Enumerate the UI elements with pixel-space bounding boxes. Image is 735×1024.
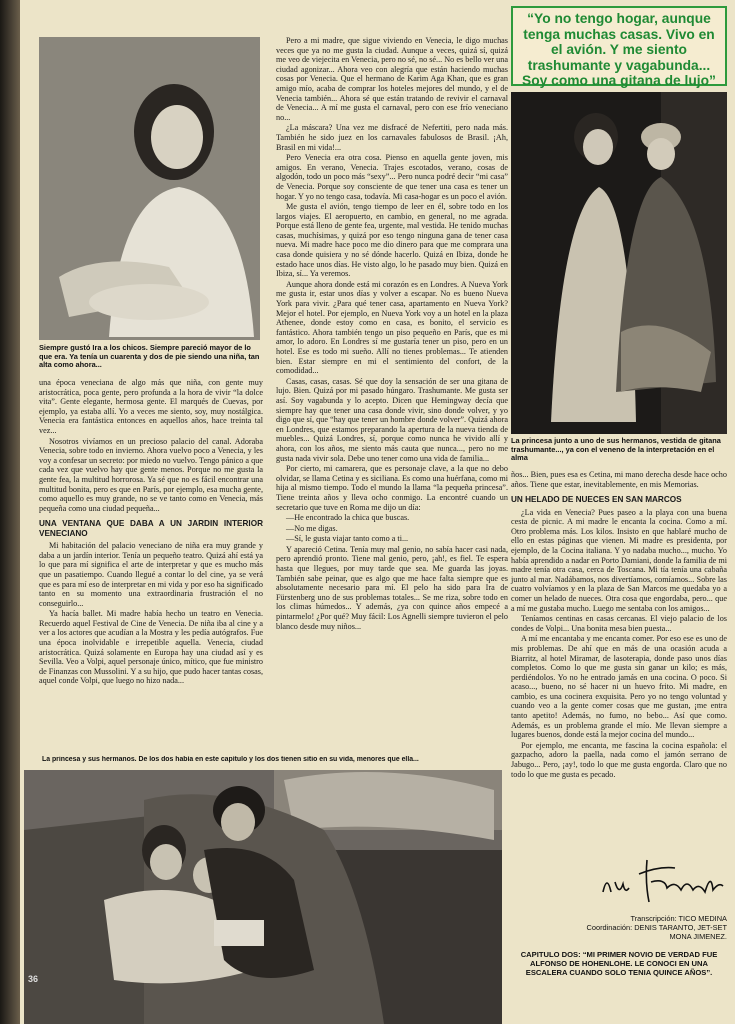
caption-girl: Siempre gustó Ira a los chicos. Siempre pareció mayor de lo que era. Ya tenía un cuarenta y dos de pie siendo una niña, tan alta como ahora... bbox=[39, 343, 260, 370]
col3-paragraph: ¿La vida en Venecia? Pues paseo a la playa con una buena cesta de picnic. A mi madre le encanta la cocina. Como a mí. Otro problema más. Los kilos. Insisto en que hablaré mucho de ello en estas páginas que vienen. Mi madre es presidenta, por ejemplo, de la Cocina italiana. Y yo nadaba mucho..., mucho. Yo había aprendido a nadar en Porto Damiani, donde la familia de mi madre tenía otra casa, cerca de Toscana. Mi tía tenía una cabaña junto al mar. Nadábamos, nos divertíamos, comíamos... Sobre las cuatro volvíamos y en la plaza de San Marcos me quedaba yo a comer un helado de nueces. Otra cosa que engordaba, pero... que a mí me gustaba mucho. Luego me sentaba con los amigos... bbox=[511, 507, 727, 613]
col1-subhead: UNA VENTANA QUE DABA A UN JARDIN INTERIOR VENECIANO bbox=[39, 519, 263, 538]
photo-family-couch bbox=[24, 770, 502, 1024]
credit-coordination: Coordinación: DENIS TARANTO, JET-SET bbox=[586, 923, 727, 932]
credits bbox=[511, 914, 727, 941]
col3-paragraph: Por ejemplo, me encanta, me fascina la cocina española: el gazpacho, adoro la paella, nada como el jamón serrano de Jabugo... Pero, ¡ay!, todo lo que me gusta engorda. Claro que no todo lo que me gusta es pecado. bbox=[511, 740, 727, 779]
credit-coordination-2: MONA JIMENEZ. bbox=[669, 932, 727, 941]
col1-intro: una época veneciana de algo más que niña, con gente muy aristocrática, poca gente, pero profunda a la hora de vivir “la dolce vita”. Gente elegante, hermosa gente. El marqués de Cuevas, por ejemplo, ya estaba allí. Yo a veces me siento, soy, muy nostálgica. Venecia era fantástica entonces en aquellos años, hace treinta tal vez... bbox=[39, 378, 263, 435]
magazine-spine bbox=[0, 0, 20, 1024]
caption-siblings: La princesa junto a uno de sus hermanos, vestida de gitana trashumante..., ya con el veneno de la interpretación en el alma bbox=[511, 436, 721, 463]
col2-paragraph: Aunque ahora donde está mi corazón es en Londres. A Nueva York me gusta ir, estar unos días y volver a escapar. No es bueno Nueva York para vivir. ¿Para qué tener casa, apartamento en Nueva York? Mejor el hotel. Por ejemplo, en Nueva York voy a un hotel en la plaza Athenee, donde estoy como en casa, es bonito, el servicio es fantástico. Ahora también tengo un piso pequeño en París, que es mi amor, lo adoro. En Londres sí me gustaría tener un piso, pero en un hotel. Ese es todo mi sueño. Allí no tienes problemas... Te atienden bien. Estar siempre en mi el sentimiento del confort, de la comodidad... bbox=[276, 279, 508, 376]
col1-paragraph: Nosotros vivíamos en un precioso palacio del canal. Adoraba Venecia, sobre todo en invierno. Ahora vuelvo poco a Venecia, y les voy a confesar un secreto: por miedo no vuelvo. Tengo pánico a que cada vez que vuelvo hay que gente menos. Porque no me gusta la gente fea, la multitud horrorosa. Ya sé que no es fácil encontrar una multitud bonita, pero es que en París, por ejemplo, esa mucha gente, como aquello es muy grande, no se ve tanto como en Venecia, más pequeña como una ciudad pequeña... bbox=[39, 436, 263, 513]
credit-transcription: Transcripción: TICO MEDINA bbox=[630, 914, 727, 923]
col2-paragraph: Y apareció Cetina. Tenía muy mal genio, no sabía hacer casi nada, pero aprendió pronto. Tiene mal genio, pero, ¡ah!, es fiel. Te espera hasta que llegues, por muy tarde que sea. Me guarda las joyas. También sabe peinar, que es algo que me hace falta siempre que es absolutamente necesario para mí. El pelo ha sido para Ira de Fürstenberg uno de sus problemas totales... Se me riza, sobre todo en los climas húmedos... Y además, ¿ya con quince años empecé a pintarmelo! ¿Por qué? Muy fácil: Los Agnelli siempre tuvieron el pelo blanco desde muy niños... bbox=[276, 544, 508, 631]
col2-paragraph: ¿La máscara? Una vez me disfracé de Nefertiti, pero nada más. También he sido juez en los carnavales fabulosos de Brasil. ¡Ah, Brasil en mi vida!... bbox=[276, 123, 508, 152]
col2-paragraph: Me gusta el avión, tengo tiempo de leer en él, sobre todo en los largos viajes. El aeropuerto, en cambio, en general, no me agrada. Porque está lleno de gente fea, urgente, mal vestida. He tenido muchas casas, muchísimas, y quizá por eso tengo ninguna gana de tener casa nueva. Mi madre hace poco me dio dinero para que me comprara una casa donde quisiera y no sé dónde hacerlo. Quizá en Ibiza, donde he estado hace unos días. He visto algo, lo he pasado muy bien. Quizá en Ibiza, sí... Ya veremos. bbox=[276, 202, 508, 279]
col3-paragraph: A mí me encantaba y me encanta comer. Por eso ese es uno de mis problemas. De ahí que en más de una ocasión acuda a Biarritz, al hotel Miramar, de lasoterapia, donde paso unos días completos. Como lo que me gusta sin ganar un kilo; es más, perdiéndolos. Yo no he entrado jamás en una cocina. O poco. Si acaso..., bueno, no sé hacer ni un huevo frito. Mi madre, en cambio, es una cocinera exquisita. Pero yo no tengo voluntad y cuando veo a la gente comer cosas que me gustan, ¡me entra tanto apetito! Además, no fumo, no bebo... Así que como. Además, es un problema grande el mío. Me llevan siempre a lugares buenos, donde está la mejor cocina del mundo... bbox=[511, 634, 727, 740]
col1-paragraph: Mi habitación del palacio veneciano de niña era muy grande y daba a un jardín interior. Tenía un pequeño teatro. Quizá ahí está ya lo que para mí significa el arte de interpretar y que es mucho más que un pasatiempo. Cuando llegué a contar lo del cine, ya se verá que es para mí eso de interpretar en mi vida y por eso ha significado tanto en su momento una extraordinaria frustración el no conseguirlo... bbox=[39, 541, 263, 608]
col2-paragraph: Casas, casas, casas. Sé que doy la sensación de ser una gitana de lujo. Bien. Quizá por mi pasado húngaro. Trashumante. Me gusta ser así. Soy vagabunda y lo acepto. Dicen que Hemingway decía que siempre hay que tener una casa donde vivir, sino donde volver, y yo digo que sí, que “hay que tener un hombre donde volver”. Quizá ahora en Londres, que estamos preparando la apertura de la nueva tienda de muebles... Quizá Londres, sí, porque como nunca he vivido allí y ahora, con los años, me siento más cauta que nunca..., pero no me gusta nada vivir sola. Debe uno tener como una vida de familia... bbox=[276, 376, 508, 463]
col2-dialogue: —He encontrado la chica que buscas. bbox=[286, 513, 410, 523]
col2-dialogue: —No me digas. bbox=[286, 523, 338, 533]
col2-paragraph: Por cierto, mi camarera, que es personaje clave, a la que no debo olvidar, se llama Cetina y es siciliana. Es como una huérfana, como mi hija al mismo tiempo. Todo el mundo la llama “la pequeña princesa”. Tiene treinta años y lleva ocho conmigo. La encontré cuando un secretario que tuve en Roma me dijo un día: bbox=[276, 464, 508, 512]
caption-family: La princesa y sus hermanos. De los dos había en este capítulo y los dos tienen sitio en su vida, menores que ella... bbox=[42, 756, 419, 763]
signature-image bbox=[595, 852, 730, 912]
col2-paragraph: Pero a mi madre, que sigue viviendo en Venecia, le digo muchas veces que ya no me gusta la ciudad. Aunque a veces, quizá sí, quizá me veo de viejecita en Venecia, pero no sé, no sé... No es bello ver una ciudad agonizar... Ahora veo con alegría que están haciendo muchas cosas por Venecia. Que el hermano de Karim Aga Khan, que es gran amigo mío, acaba de comprar los hoteles mejores del mundo, y el de Venecia también... Ahora sé que están tratando de revivir el carnaval de Venecia... A mí me gusta el carnaval, pero con ese frío veneciano no... bbox=[276, 36, 508, 122]
photo-girl-portrait bbox=[39, 37, 260, 340]
column-2 bbox=[276, 36, 508, 632]
col3-paragraph: Teníamos centinas en casas cercanas. El viejo palacio de los condes de Volpi... Una bonita mesa bien puesta... bbox=[511, 614, 727, 633]
magazine-page bbox=[20, 0, 735, 1024]
page-number: 36 bbox=[28, 974, 39, 984]
col2-paragraph: Pero Venecia era otra cosa. Pienso en aquella gente joven, mis amigos. En verano, Venecia. Trajes escotados, verano, cosas de algodón, todo un poco más “sexy”... Pero nunca podré decir “mi casa” de Venecia. Porque soy consciente de que tener una casa es tener un hogar. Y yo no tengo casa, todavía. Mi casa-hogar es un poco el avión. bbox=[276, 153, 508, 201]
pull-quote: “Yo no tengo hogar, aunque tenga muchas casas. Vivo en el avión. Y me siento trashumante y vagabunda... Soy como una gitana de lujo” bbox=[511, 6, 727, 86]
column-1 bbox=[39, 378, 263, 687]
col3-subhead: UN HELADO DE NUECES EN SAN MARCOS bbox=[511, 495, 682, 505]
col3-paragraph: ños... Bien, pues esa es Cetina, mi mano derecha desde hace ocho años. Tiene que estar, inevitablemente, en mis Memorias. bbox=[511, 470, 727, 489]
column-3 bbox=[511, 470, 727, 780]
next-chapter-teaser: CAPITULO DOS: “MI PRIMER NOVIO DE VERDAD FUE ALFONSO DE HOHENLOHE. LE CONOCI EN UNA ESCALERA CUANDO SOLO TENIA QUINCE AÑOS”. bbox=[520, 950, 718, 977]
col2-dialogue: —Sí, le gusta viajar tanto como a ti... bbox=[286, 534, 409, 544]
photo-siblings-costume bbox=[511, 92, 727, 434]
col1-paragraph: Ya hacía ballet. Mi madre había hecho un teatro en Venecia. Recuerdo aquel Festival de Cine de Venecia. De niña iba al cine y a ver a los actores que acudían a la Mostra y les pedía autógrafos. Fue una época inolvidable e irrepetible aquella. Venecia, ciudad aristocrática. Quizá solamente en Europa hay una ciudad así y es Sevilla. Veo a Volpi, aquel personaje único, mítico, que fue ministro de Finanzas con Mussolini. Y a su hijo, que pudo hacer tantas cosas, aquel conde Volpi, que luego no hizo nada... bbox=[39, 609, 263, 686]
